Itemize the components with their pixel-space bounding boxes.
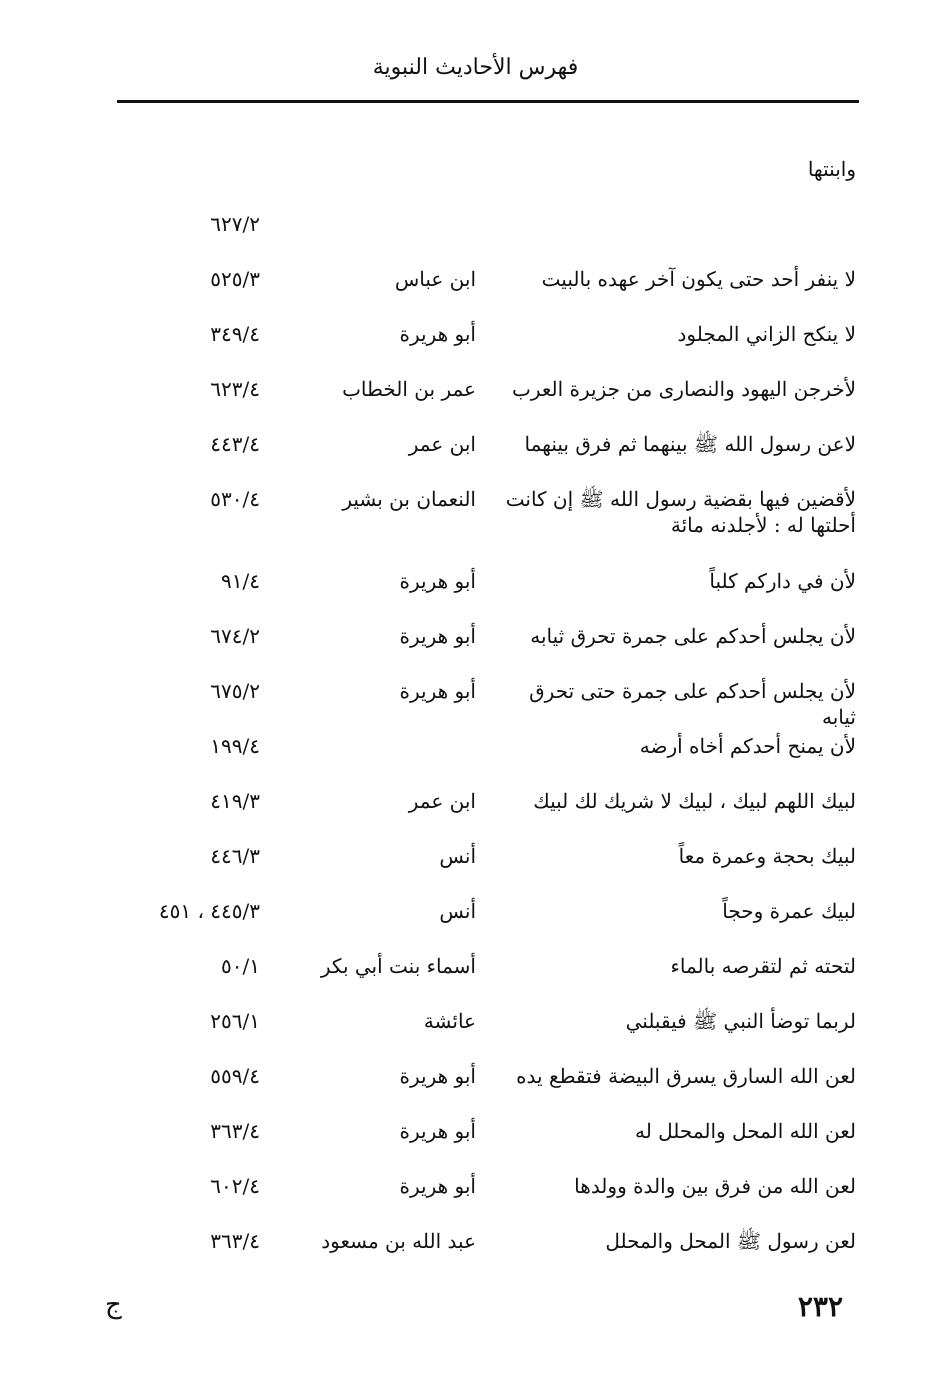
reference: ٣٦٣/٤ xyxy=(210,1119,260,1143)
list-item xyxy=(0,998,951,1053)
reference: ٥٥٩/٤ xyxy=(210,1064,260,1088)
narrator: أبو هريرة xyxy=(399,1119,476,1143)
hadith-text: لا ينفر أحد حتى يكون آخر عهده بالبيت xyxy=(541,267,856,291)
reference: ٥٠/١ xyxy=(221,954,260,978)
list-item xyxy=(0,311,951,366)
reference: ٦٢٧/٢ xyxy=(210,212,260,236)
hadith-text: لأن يجلس أحدكم على جمرة حتى تحرق ثيابه xyxy=(529,679,856,729)
narrator: عائشة xyxy=(423,1009,476,1033)
narrator: عبد الله بن مسعود xyxy=(321,1229,476,1253)
list-item xyxy=(0,723,951,778)
reference: ٤١٩/٣ xyxy=(210,789,260,813)
narrator: أبو هريرة xyxy=(399,624,476,648)
reference: ٦٧٤/٢ xyxy=(210,624,260,648)
list-item xyxy=(0,668,951,729)
reference: ١٩٩/٤ xyxy=(210,734,260,758)
list-item xyxy=(0,778,951,833)
hadith-text: لأن يجلس أحدكم على جمرة تحرق ثيابه xyxy=(530,624,856,648)
hadith-text: لأخرجن اليهود والنصارى من جزيرة العرب xyxy=(512,377,856,401)
hadith-text: لأن في داركم كلباً xyxy=(709,569,856,593)
narrator: النعمان بن بشير xyxy=(342,487,476,511)
list-item xyxy=(0,366,951,421)
hadith-text: لتحته ثم لتقرصه بالماء xyxy=(670,954,856,978)
narrator: أبو هريرة xyxy=(399,1064,476,1088)
hadith-text: لأن يمنح أحدكم أخاه أرضه xyxy=(639,734,856,758)
hadith-text: لعن الله من فرق بين والدة وولدها xyxy=(574,1174,856,1198)
reference: ٤٤٣/٤ xyxy=(210,432,260,456)
narrator: أنس xyxy=(439,844,476,868)
narrator: أبو هريرة xyxy=(399,679,476,703)
reference: ٦٠٢/٤ xyxy=(210,1174,260,1198)
reference: ٤٤٥/٣ ، ٤٥١ xyxy=(158,899,260,923)
hadith-text: لعن الله السارق يسرق البيضة فتقطع يده xyxy=(516,1064,856,1088)
page-number: ٢٣٢ xyxy=(797,1290,843,1323)
narrator: أبو هريرة xyxy=(399,322,476,346)
reference: ٢٥٦/١ xyxy=(210,1009,260,1033)
reference: ٣٦٣/٤ xyxy=(210,1229,260,1253)
list-item xyxy=(0,888,951,943)
list-item xyxy=(0,613,951,668)
hadith-text: وابنتها xyxy=(807,157,856,181)
reference: ٦٧٥/٢ xyxy=(210,679,260,703)
hadith-text: لعن الله المحل والمحلل له xyxy=(634,1119,856,1143)
hadith-index-list xyxy=(0,146,951,1273)
reference: ٩١/٤ xyxy=(221,569,260,593)
header-divider xyxy=(117,100,859,103)
narrator: أسماء بنت أبي بكر xyxy=(320,954,476,978)
hadith-text: لعن رسول ﷺ المحل والمحلل xyxy=(605,1229,856,1253)
reference: ٦٢٣/٤ xyxy=(210,377,260,401)
list-item xyxy=(0,1163,951,1218)
narrator: ابن عمر xyxy=(408,789,476,813)
list-item xyxy=(0,833,951,888)
list-item xyxy=(0,1053,951,1108)
narrator: ابن عمر xyxy=(408,432,476,456)
reference: ٥٢٥/٣ xyxy=(210,267,260,291)
narrator: أنس xyxy=(439,899,476,923)
list-item xyxy=(0,201,951,256)
narrator: أبو هريرة xyxy=(399,569,476,593)
narrator: عمر بن الخطاب xyxy=(342,377,476,401)
list-item xyxy=(0,943,951,998)
hadith-text: لا ينكح الزاني المجلود xyxy=(677,322,856,346)
narrator: ابن عباس xyxy=(394,267,476,291)
hadith-text: لاعن رسول الله ﷺ بينهما ثم فرق بينهما xyxy=(524,432,856,456)
reference: ٣٤٩/٤ xyxy=(210,322,260,346)
reference: ٤٤٦/٣ xyxy=(210,844,260,868)
list-item xyxy=(0,476,951,558)
list-item xyxy=(0,558,951,613)
hadith-text: لأقضين فيها بقضية رسول الله ﷺ إن كانت أحلتها له : لأجلدنه مائة xyxy=(505,487,856,537)
hadith-text: لبيك بحجة وعمرة معاً xyxy=(678,844,856,868)
list-item xyxy=(0,1108,951,1163)
reference: ٥٣٠/٤ xyxy=(210,487,260,511)
hadith-text: لبيك اللهم لبيك ، لبيك لا شريك لك لبيك xyxy=(533,789,856,813)
hadith-text: لبيك عمرة وحجاً xyxy=(722,899,856,923)
signature-mark: ج xyxy=(105,1290,122,1320)
narrator: أبو هريرة xyxy=(399,1174,476,1198)
list-item xyxy=(0,256,951,311)
list-item xyxy=(0,421,951,476)
hadith-text: لربما توضأ النبي ﷺ فيقبلني xyxy=(625,1009,856,1033)
page-title: فهرس الأحاديث النبوية xyxy=(372,55,579,80)
list-item xyxy=(0,1218,951,1273)
list-item xyxy=(0,146,951,201)
